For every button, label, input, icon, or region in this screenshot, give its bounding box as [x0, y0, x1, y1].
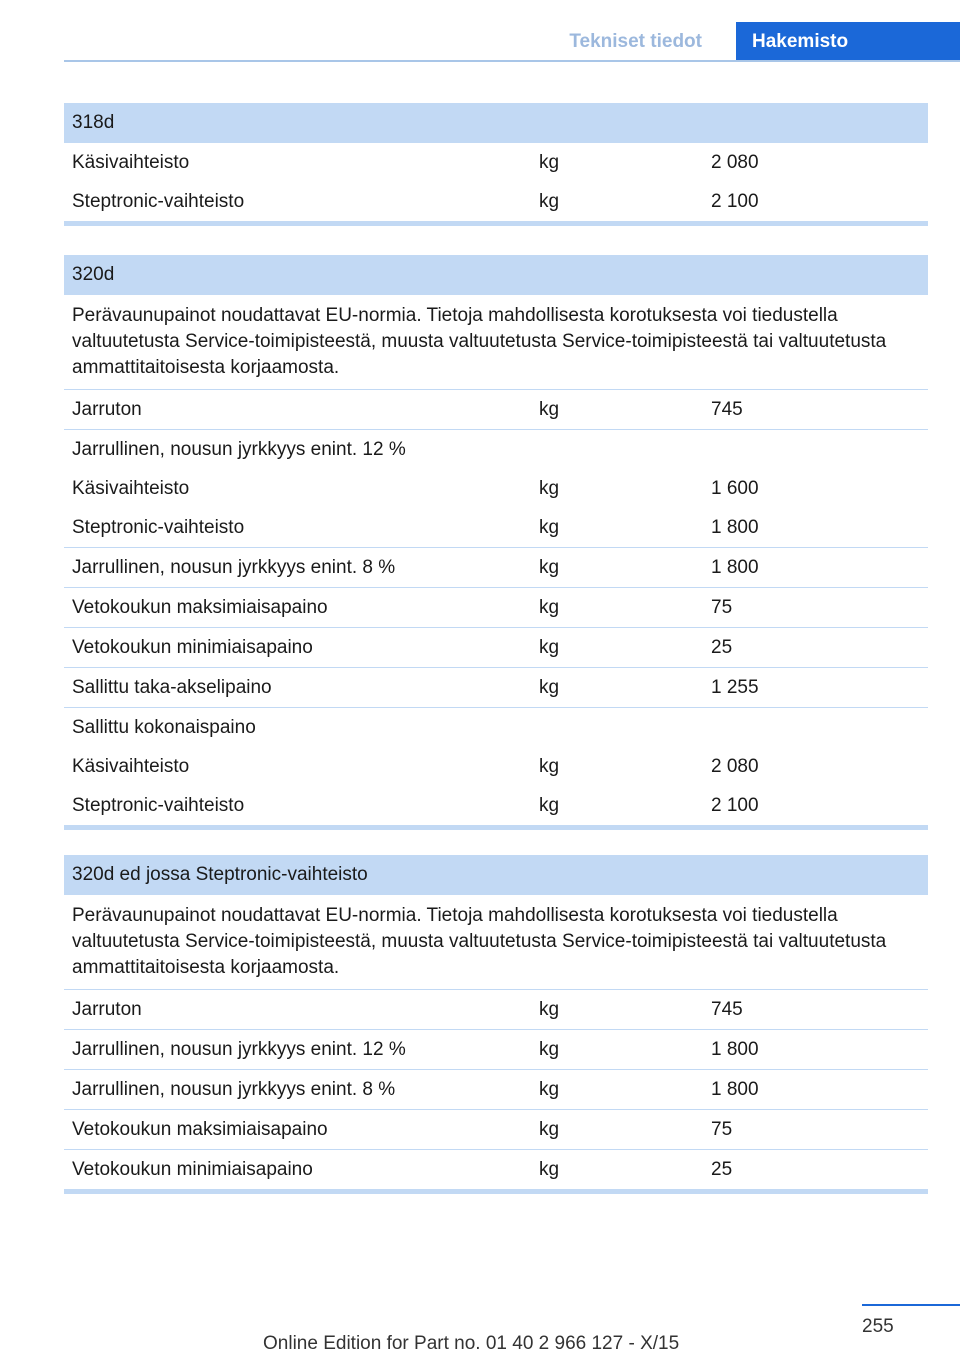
row-unit: kg — [539, 399, 560, 420]
row-value: 1 800 — [711, 1039, 759, 1060]
row-value: 2 080 — [711, 756, 759, 777]
table-title: 318d — [64, 103, 928, 143]
table-row — [64, 667, 928, 707]
section-tab[interactable]: Tekniset tiedot — [569, 31, 702, 52]
page-header — [64, 22, 960, 62]
table-row — [64, 786, 928, 825]
row-label: Käsivaihteisto — [72, 756, 190, 777]
row-label: Vetokoukun maksimiaisapaino — [72, 1119, 328, 1140]
row-label: Vetokoukun minimiaisapaino — [72, 637, 313, 658]
row-unit: kg — [539, 999, 560, 1020]
table-row — [64, 627, 928, 667]
row-label: Käsivaihteisto — [72, 478, 190, 499]
table-row — [64, 182, 928, 221]
row-label: Vetokoukun minimiaisapaino — [72, 1159, 313, 1180]
table-end-bar — [64, 825, 928, 830]
row-label: Steptronic-vaihteisto — [72, 191, 245, 212]
row-value: 1 800 — [711, 517, 759, 538]
table-row — [64, 469, 928, 508]
table-row — [64, 707, 928, 747]
table-note: Perävaunupainot noudattavat EU-normia. Tietoja mahdollisesta korotuksesta voi tiedustella valtuutetusta Service-toimipisteestä, muusta valtuutetusta Service-toimipisteestä tai valtuutetusta ammattitaitoisesta korjaamosta. — [72, 905, 887, 978]
row-label: Jarrullinen, nousun jyrkkyys enint. 8 % — [72, 557, 396, 578]
row-value: 25 — [711, 637, 733, 658]
table-row — [64, 587, 928, 627]
row-value: 745 — [711, 999, 743, 1020]
row-value: 2 100 — [711, 795, 759, 816]
row-label: Käsivaihteisto — [72, 152, 190, 173]
table-end-bar — [64, 1189, 928, 1194]
row-label: Steptronic-vaihteisto — [72, 795, 245, 816]
row-unit: kg — [539, 478, 560, 499]
row-unit: kg — [539, 1039, 560, 1060]
row-unit: kg — [539, 1079, 560, 1100]
row-value: 75 — [711, 1119, 733, 1140]
row-unit: kg — [539, 795, 560, 816]
row-value: 2 080 — [711, 152, 759, 173]
row-value: 1 255 — [711, 677, 759, 698]
table-320d-ed — [64, 855, 928, 1194]
row-label: Vetokoukun maksimiaisapaino — [72, 597, 328, 618]
table-row — [64, 1109, 928, 1149]
table-row — [64, 389, 928, 429]
table-row — [64, 547, 928, 587]
row-label: Sallittu kokonaispaino — [72, 717, 256, 738]
table-title: 320d — [64, 255, 928, 295]
row-unit: kg — [539, 677, 560, 698]
table-row — [64, 508, 928, 547]
page-number-rule — [862, 1304, 960, 1306]
table-row — [64, 989, 928, 1029]
row-label: Jarruton — [72, 999, 142, 1020]
row-label: Jarrullinen, nousun jyrkkyys enint. 8 % — [72, 1079, 396, 1100]
table-end-bar — [64, 221, 928, 226]
row-value: 75 — [711, 597, 733, 618]
footer-edition: Online Edition for Part no. 01 40 2 966 127 - X/15 — [263, 1333, 680, 1354]
row-unit: kg — [539, 756, 560, 777]
row-unit: kg — [539, 557, 560, 578]
row-unit: kg — [539, 1119, 560, 1140]
table-row — [64, 143, 928, 182]
page-number: 255 — [862, 1316, 894, 1337]
row-unit: kg — [539, 152, 560, 173]
row-value: 1 600 — [711, 478, 759, 499]
row-value: 1 800 — [711, 1079, 759, 1100]
row-label: Jarrullinen, nousun jyrkkyys enint. 12 % — [72, 439, 406, 460]
row-unit: kg — [539, 517, 560, 538]
row-value: 2 100 — [711, 191, 759, 212]
row-label: Steptronic-vaihteisto — [72, 517, 245, 538]
table-row — [64, 1069, 928, 1109]
index-tab-active[interactable]: Hakemisto — [736, 22, 960, 62]
table-row — [64, 747, 928, 786]
row-label: Sallittu taka-akselipaino — [72, 677, 272, 698]
table-row — [64, 1149, 928, 1189]
row-label: Jarrullinen, nousun jyrkkyys enint. 12 % — [72, 1039, 406, 1060]
table-title: 320d ed jossa Steptronic-vaihteisto — [64, 855, 928, 895]
row-unit: kg — [539, 1159, 560, 1180]
table-320d — [64, 255, 928, 830]
row-unit: kg — [539, 597, 560, 618]
table-row — [64, 1029, 928, 1069]
row-value: 25 — [711, 1159, 733, 1180]
table-row — [64, 429, 928, 469]
row-value: 745 — [711, 399, 743, 420]
row-unit: kg — [539, 637, 560, 658]
row-unit: kg — [539, 191, 560, 212]
row-label: Jarruton — [72, 399, 142, 420]
table-note: Perävaunupainot noudattavat EU-normia. Tietoja mahdollisesta korotuksesta voi tiedustella valtuutetusta Service-toimipisteestä, muusta valtuutetusta Service-toimipisteestä tai valtuutetusta ammattitaitoisesta korjaamosta. — [72, 305, 887, 378]
header-divider — [64, 60, 960, 62]
row-value: 1 800 — [711, 557, 759, 578]
table-318d — [64, 103, 928, 226]
